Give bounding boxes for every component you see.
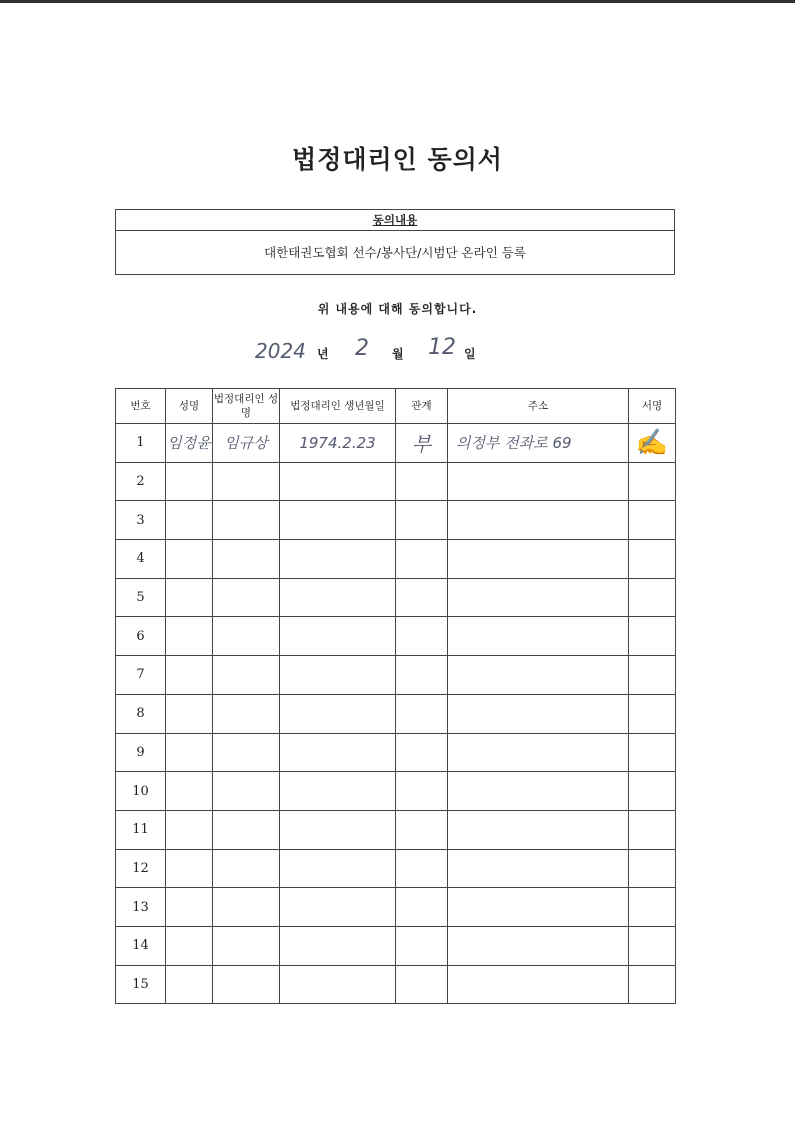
row-address [448, 821, 456, 839]
row-guardian-birth-cell [280, 462, 396, 501]
row-number-cell [116, 540, 166, 579]
date-month: 2 [355, 336, 369, 361]
row-guardian-birth: 1974.2.23 [299, 433, 376, 452]
row-signature-cell [629, 810, 676, 849]
header-address: 주소 [448, 389, 629, 424]
row-number: 9 [136, 744, 145, 760]
row-number: 12 [132, 860, 149, 876]
row-address-cell [448, 540, 629, 579]
row-name-cell [166, 772, 213, 811]
row-address [448, 666, 456, 684]
date-day-label: 일 [464, 347, 476, 361]
row-guardian-birth-cell [280, 772, 396, 811]
row-relation-cell [396, 694, 448, 733]
table-row [116, 849, 676, 888]
row-guardian-birth-cell [280, 501, 396, 540]
row-signature-cell [629, 656, 676, 695]
row-address-cell [448, 772, 629, 811]
row-address [448, 937, 456, 955]
row-number-cell [116, 656, 166, 695]
row-signature-cell [629, 617, 676, 656]
row-guardian-birth-cell [280, 424, 396, 463]
row-relation: 부 [411, 432, 432, 457]
row-address-cell [448, 733, 629, 772]
row-name-cell [166, 656, 213, 695]
header-signature: 서명 [629, 389, 676, 424]
row-address [448, 898, 456, 916]
date-year-label: 년 [317, 347, 329, 361]
row-number-cell [116, 578, 166, 617]
row-address-cell [448, 656, 629, 695]
row-guardian-name-cell [213, 888, 280, 927]
row-address-cell [448, 501, 629, 540]
row-guardian-birth-cell [280, 926, 396, 965]
row-address-cell [448, 810, 629, 849]
row-address-cell [448, 424, 629, 463]
row-relation-cell [396, 772, 448, 811]
row-number: 3 [136, 512, 145, 528]
row-guardian-name-cell [213, 617, 280, 656]
row-address [448, 511, 456, 529]
guardian-table [115, 388, 676, 1004]
row-guardian-birth-cell [280, 849, 396, 888]
table-row [116, 501, 676, 540]
row-relation-cell [396, 540, 448, 579]
row-guardian-birth-cell [280, 810, 396, 849]
row-address-cell [448, 849, 629, 888]
table-row [116, 926, 676, 965]
row-relation-cell [396, 578, 448, 617]
row-number: 2 [136, 474, 145, 490]
row-address: 의정부 전좌로 69 [456, 434, 572, 453]
row-address-cell [448, 617, 629, 656]
row-name-cell [166, 501, 213, 540]
row-guardian-name-cell [213, 965, 280, 1004]
row-guardian-birth-cell [280, 733, 396, 772]
row-signature-cell [629, 540, 676, 579]
table-row [116, 617, 676, 656]
row-address [448, 859, 456, 877]
row-address [448, 975, 456, 993]
row-relation-cell [396, 656, 448, 695]
row-name-cell [166, 462, 213, 501]
table-header-row [116, 389, 676, 424]
row-number: 8 [136, 706, 145, 722]
row-number-cell [116, 849, 166, 888]
row-number-cell [116, 810, 166, 849]
row-address [448, 743, 456, 761]
row-signature-cell [629, 424, 676, 463]
row-guardian-name-cell [213, 656, 280, 695]
row-guardian-name-cell [213, 694, 280, 733]
header-name: 성명 [166, 389, 213, 424]
row-number-cell [116, 926, 166, 965]
header-no: 번호 [116, 389, 166, 424]
row-address-cell [448, 578, 629, 617]
date-day: 12 [428, 335, 456, 360]
row-address-cell [448, 965, 629, 1004]
row-name-cell [166, 540, 213, 579]
row-relation-cell [396, 462, 448, 501]
row-signature-cell [629, 772, 676, 811]
row-number-cell [116, 694, 166, 733]
row-signature-cell [629, 501, 676, 540]
row-guardian-name-cell [213, 733, 280, 772]
row-number-cell [116, 965, 166, 1004]
row-number: 6 [136, 628, 145, 644]
table-row [116, 694, 676, 733]
table-row [116, 462, 676, 501]
table-row [116, 772, 676, 811]
row-relation-cell [396, 810, 448, 849]
row-guardian-name-cell [213, 849, 280, 888]
row-guardian-name-cell [213, 540, 280, 579]
consent-header: 동의내용 [116, 210, 674, 231]
row-number-cell [116, 733, 166, 772]
row-number-cell [116, 501, 166, 540]
row-signature-cell [629, 733, 676, 772]
date-year: 2024 [255, 339, 306, 363]
row-relation-cell [396, 849, 448, 888]
table-row [116, 888, 676, 927]
row-relation-cell [396, 617, 448, 656]
table-row [116, 424, 676, 463]
row-address-cell [448, 926, 629, 965]
header-guardian-birth: 법정대리인 생년월일 [280, 389, 396, 424]
row-guardian-name-cell [213, 462, 280, 501]
row-address-cell [448, 462, 629, 501]
row-name-cell [166, 578, 213, 617]
row-name: 임정윤 [167, 434, 211, 453]
row-name-cell [166, 926, 213, 965]
row-relation-cell [396, 501, 448, 540]
row-guardian-birth-cell [280, 578, 396, 617]
row-signature-cell [629, 694, 676, 733]
row-address-cell [448, 888, 629, 927]
table-row [116, 810, 676, 849]
agree-statement: 위 내용에 대해 동의합니다. [317, 302, 478, 316]
row-number: 14 [132, 938, 149, 954]
row-address [448, 782, 456, 800]
row-number: 4 [136, 551, 145, 567]
consent-body: 대한태권도협회 선수/봉사단/시범단 온라인 등록 [264, 245, 526, 260]
consent-box [115, 209, 675, 275]
row-signature-cell [629, 888, 676, 927]
row-address-cell [448, 694, 629, 733]
page-title: 법정대리인 동의서 [292, 145, 503, 174]
table-row [116, 965, 676, 1004]
row-name-cell [166, 810, 213, 849]
row-name-cell [166, 617, 213, 656]
table-row [116, 656, 676, 695]
row-name-cell [166, 888, 213, 927]
row-number-cell [116, 462, 166, 501]
row-guardian-name-cell [213, 926, 280, 965]
row-signature-cell [629, 926, 676, 965]
row-address [448, 589, 456, 607]
table-row [116, 733, 676, 772]
date-line [0, 335, 795, 367]
row-guardian-name-cell [213, 810, 280, 849]
header-guardian-name: 법정대리인 성명 [213, 389, 280, 424]
row-guardian-birth-cell [280, 656, 396, 695]
row-guardian-name-cell [213, 501, 280, 540]
date-month-label: 월 [392, 347, 404, 361]
row-guardian-birth-cell [280, 694, 396, 733]
row-relation-cell [396, 888, 448, 927]
row-guardian-name-cell [213, 578, 280, 617]
row-address [448, 473, 456, 491]
table-row [116, 540, 676, 579]
row-number: 1 [136, 435, 145, 451]
row-number-cell [116, 888, 166, 927]
row-name-cell [166, 694, 213, 733]
row-relation-cell [396, 424, 448, 463]
row-relation-cell [396, 733, 448, 772]
row-address [448, 550, 456, 568]
row-guardian-name-cell [213, 424, 280, 463]
scan-edge [0, 0, 795, 3]
row-name-cell [166, 733, 213, 772]
row-guardian-birth-cell [280, 965, 396, 1004]
row-guardian-birth-cell [280, 888, 396, 927]
row-guardian-name-cell [213, 772, 280, 811]
row-relation-cell [396, 926, 448, 965]
row-guardian-birth-cell [280, 617, 396, 656]
row-guardian-name: 임규상 [224, 434, 268, 453]
row-number-cell [116, 617, 166, 656]
row-signature-cell [629, 965, 676, 1004]
row-signature-cell [629, 578, 676, 617]
row-signature-cell [629, 462, 676, 501]
row-guardian-birth-cell [280, 540, 396, 579]
header-relation: 관계 [396, 389, 448, 424]
row-number-cell [116, 424, 166, 463]
row-signature-cell [629, 849, 676, 888]
row-relation-cell [396, 965, 448, 1004]
row-number: 11 [132, 822, 149, 838]
row-number: 15 [132, 976, 149, 992]
row-name-cell [166, 424, 213, 463]
row-name-cell [166, 849, 213, 888]
row-address [448, 705, 456, 723]
row-number: 5 [136, 590, 145, 606]
table-row [116, 578, 676, 617]
row-number: 7 [136, 667, 145, 683]
row-address [448, 627, 456, 645]
row-number: 10 [132, 783, 149, 799]
row-signature: ✍ [635, 427, 669, 458]
row-number-cell [116, 772, 166, 811]
row-number: 13 [132, 899, 149, 915]
row-name-cell [166, 965, 213, 1004]
